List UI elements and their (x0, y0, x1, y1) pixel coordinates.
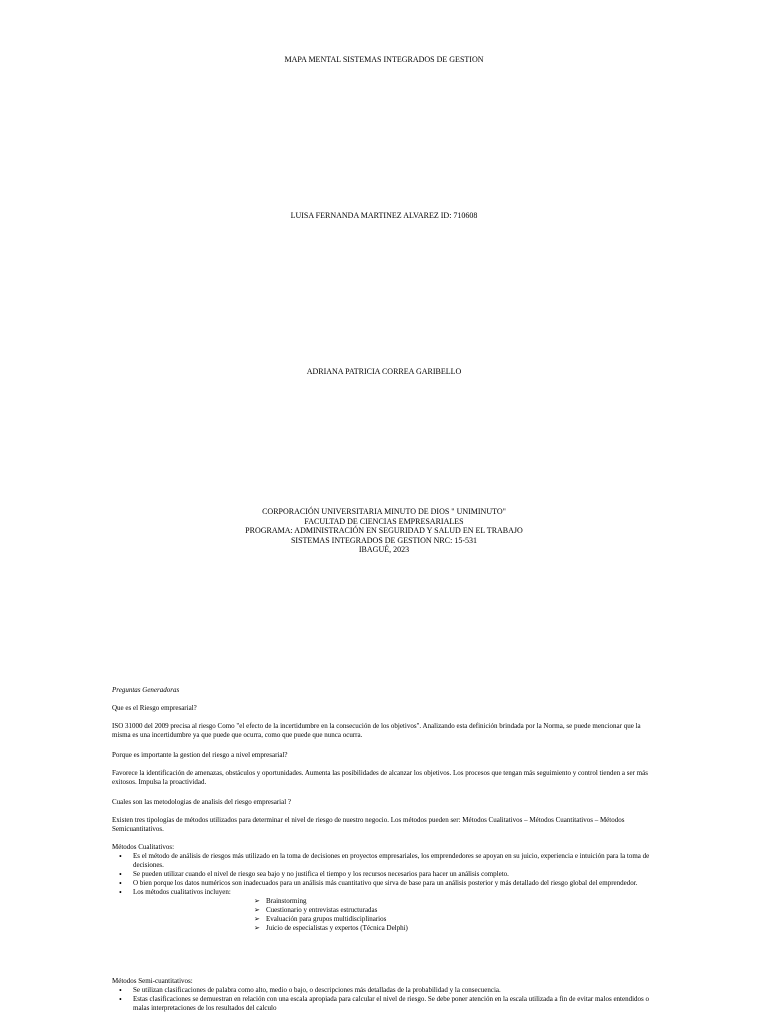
arrow-bullet-icon: ➢ (254, 906, 260, 914)
program-name: PROGRAMA: ADMINISTRACIÓN EN SEGURIDAD Y SALUD EN EL TRABAJO (245, 526, 523, 535)
question-2: Porque es importante la gestion del riesgo a nivel empresarial? (112, 751, 288, 759)
list-item: • Se pueden utilizar cuando el nivel de riesgo sea bajo y no justifica el tiempo y los recursos necesarios para hacer un análisis completo. (112, 870, 650, 879)
institution-block (0, 507, 768, 555)
teacher-line: ADRIANA PATRICIA CORREA GARIBELLO (306, 367, 462, 376)
course-name: SISTEMAS INTEGRADOS DE GESTION NRC: 15-531 (290, 535, 477, 545)
answer-3: Existen tres tipologías de métodos utilizados para determinar el nivel de riesgo de nuestro negocio. Los métodos pueden ser: Métodos Cualitativos – Métodos Cuantitativos – Métodos Semicuantitativos. (112, 816, 625, 833)
place-date: IBAGUÉ, 2023 (358, 545, 410, 554)
semi-quantitative-title: Métodos Semi-cuantitativos: (112, 977, 193, 985)
author-line: LUISA FERNANDA MARTINEZ ALVAREZ ID: 710608 (290, 211, 478, 220)
sub-list-item: ➢ Cuestionario y entrevistas estructuradas (254, 906, 378, 914)
arrow-bullet-icon: ➢ (254, 897, 260, 905)
section-heading: Preguntas Generadoras (112, 686, 180, 694)
list-item: • Se utilizan clasificaciones de palabra como alto, medio o bajo, o descripciones más detalladas de la probabilidad y la consecuencia. (112, 986, 650, 995)
institution-name: CORPORACIÓN UNIVERSITARIA MINUTO DE DIOS " UNIMINUTO" (262, 507, 506, 516)
question-3: Cuales son las metodologias de analisis del riesgo empresarial ? (112, 798, 292, 806)
question-1: Que es el Riesgo empresarial? (112, 704, 197, 712)
list-item: • Los métodos cualitativos incluyen: (112, 888, 650, 897)
arrow-bullet-icon: ➢ (254, 915, 260, 923)
sub-list-item: ➢ Evaluación para grupos multidisciplinarios (254, 915, 387, 923)
qualitative-methods-section (112, 843, 650, 933)
answer-1: ISO 31000 del 2009 precisa al riesgo Como "el efecto de la incertidumbre en la consecución de los objetivos". Analizando esta definición brindada por la Norma, se puede mencionar que la misma es una incertidumbre ya que puede que ocurra, como que puede que nunca ocurra. (112, 722, 641, 739)
document-title: MAPA MENTAL SISTEMAS INTEGRADOS DE GESTION (284, 55, 484, 64)
list-item: • O bien porque los datos numéricos son inadecuados para un análisis más cuantitativo que sirva de base para un análisis posterior y más detallado del riesgo global del emprendedor. (112, 879, 650, 888)
sub-list-item: ➢ Juicio de especialistas y expertos (Técnica Delphi) (254, 924, 408, 932)
arrow-bullet-icon: ➢ (254, 924, 260, 932)
faculty-name: FACULTAD DE CIENCIAS EMPRESARIALES (304, 516, 464, 526)
sub-list-item: ➢ Brainstorming (254, 897, 307, 905)
list-item: • Es el método de análisis de riesgos más utilizado en la toma de decisiones en proyectos empresariales, los emprendedores se apoyan en su juicio, experiencia e intuición para la toma de decisiones. (112, 852, 650, 870)
qualitative-title: Métodos Cualitativos: (112, 843, 175, 851)
semi-quantitative-list (112, 986, 650, 1013)
semi-quantitative-section (112, 977, 650, 1013)
qualitative-sublist (112, 897, 650, 933)
answer-2: Favorece la identificación de amenazas, obstáculos y oportunidades. Aumenta las posibilidades de alcanzar los objetivos. Los procesos que tengan más seguimiento y control tienden a ser más exitosos. Impulsa la proactividad. (112, 769, 648, 786)
qualitative-list (112, 852, 650, 897)
list-item: • Estas clasificaciones se demuestran en relación con una escala apropiada para calcular el nivel de riesgo. Se debe poner atención en la escala utilizada a fin de evitar malos entendidos o malas interpretaciones de los resultados del calculo (112, 995, 650, 1013)
